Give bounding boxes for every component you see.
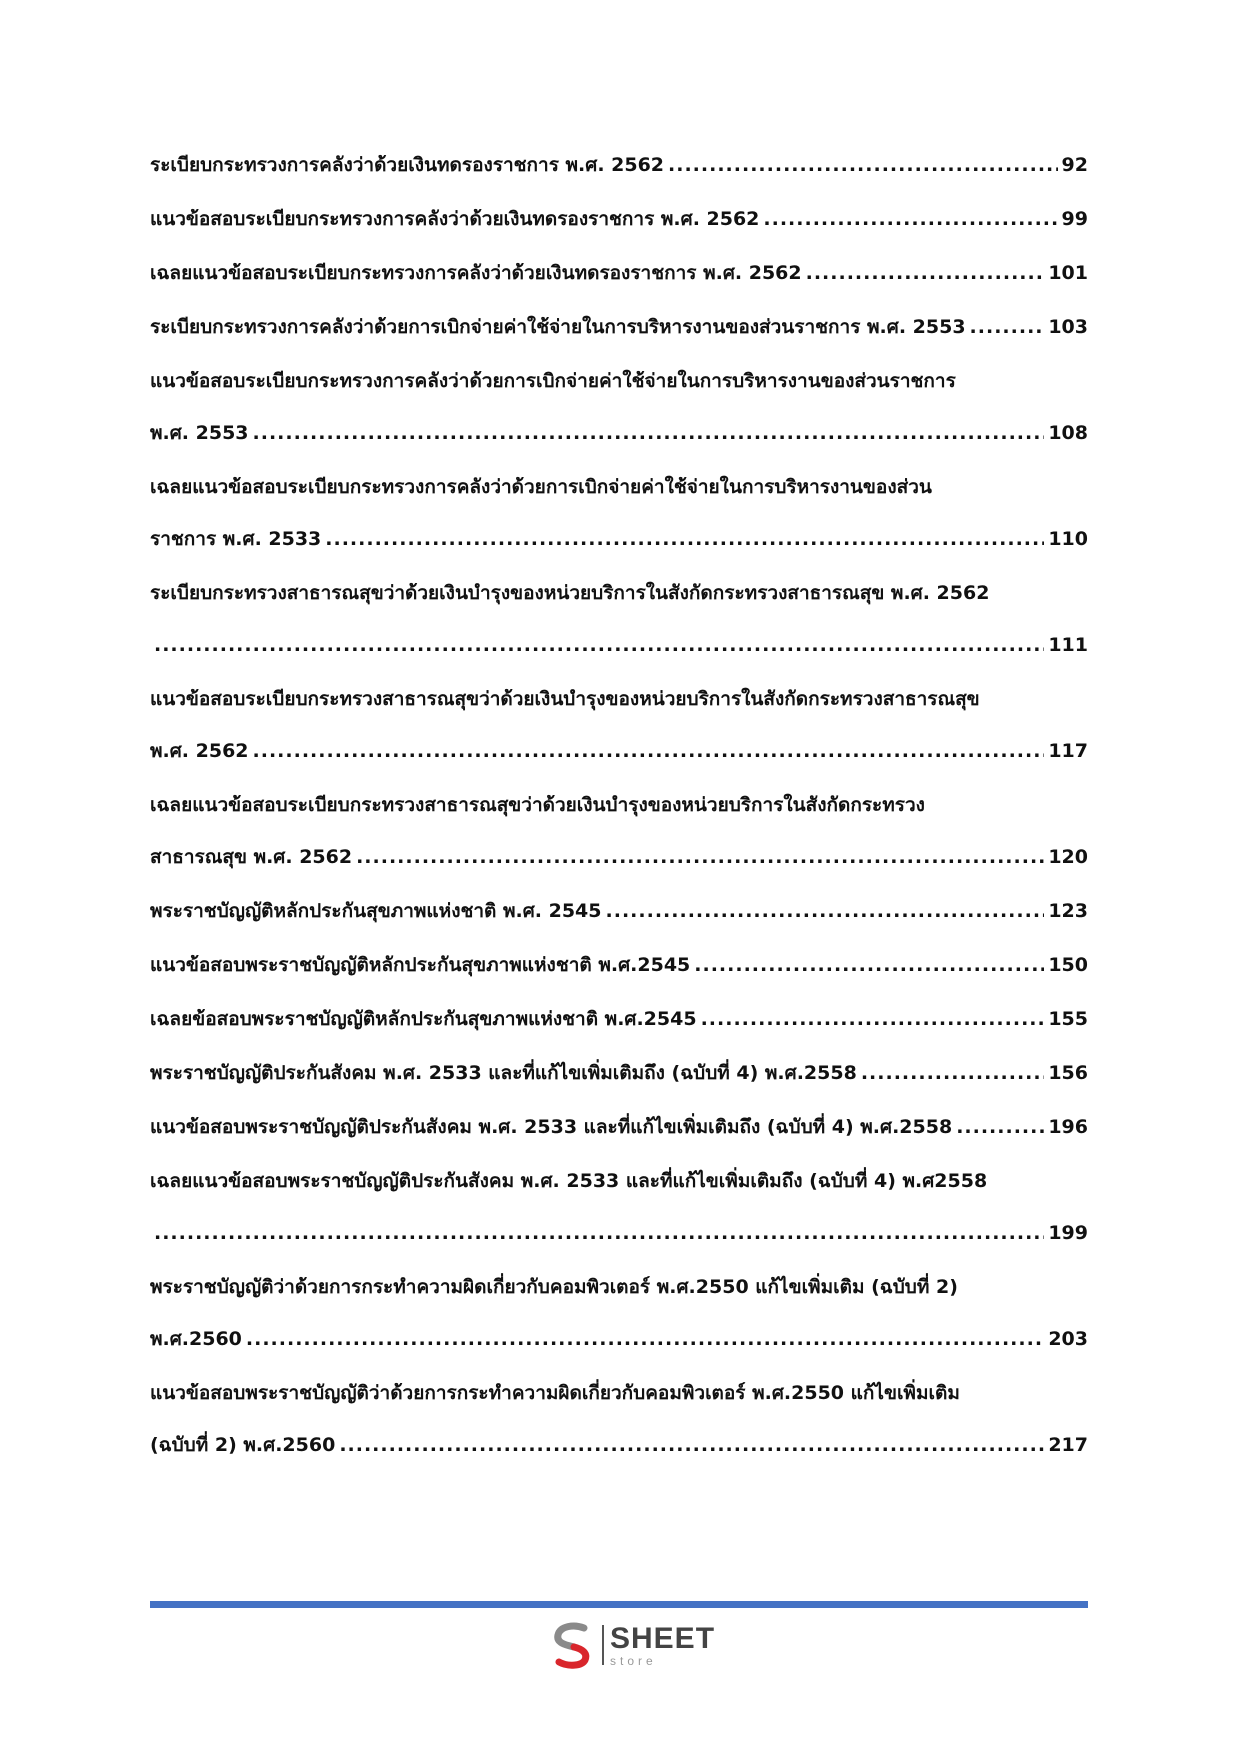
toc-leader-dots bbox=[356, 842, 1044, 872]
toc-leader-dots bbox=[701, 1004, 1045, 1034]
footer-rule bbox=[150, 1601, 1088, 1608]
toc-page-number: 156 bbox=[1048, 1062, 1088, 1084]
toc-entry[interactable] bbox=[150, 1378, 1088, 1460]
toc-entry[interactable] bbox=[150, 578, 1088, 660]
toc-entry[interactable] bbox=[150, 1166, 1088, 1248]
toc-line bbox=[150, 366, 1088, 396]
toc-page-number: 99 bbox=[1061, 208, 1088, 230]
toc-leader-dots bbox=[246, 1324, 1044, 1354]
toc-line bbox=[150, 1004, 1088, 1034]
toc-leader-dots bbox=[154, 1218, 1044, 1248]
toc-leader-dots bbox=[253, 736, 1045, 766]
toc-entry[interactable] bbox=[150, 896, 1088, 926]
toc-line bbox=[150, 204, 1088, 234]
toc-entry-title: พระราชบัญญัติหลักประกันสุขภาพแห่งชาติ พ.ศ. 2545 bbox=[150, 900, 602, 922]
toc-line bbox=[150, 1218, 1088, 1248]
toc-page-number: 92 bbox=[1061, 154, 1088, 176]
sheet-store-s-icon bbox=[548, 1620, 598, 1670]
toc-leader-dots bbox=[154, 630, 1044, 660]
toc-entry[interactable] bbox=[150, 312, 1088, 342]
logo-sheet-text: SHEET bbox=[610, 1621, 716, 1655]
toc-entry-title: แนวข้อสอบระเบียบกระทรวงการคลังว่าด้วยการเบิกจ่ายค่าใช้จ่ายในการบริหารงานของส่วนราชการ bbox=[150, 370, 956, 392]
toc-entry-title: พ.ศ. 2553 bbox=[150, 422, 249, 444]
toc-line bbox=[150, 578, 1088, 608]
toc-entry-title: ระเบียบกระทรวงสาธารณสุขว่าด้วยเงินบำรุงของหน่วยบริการในสังกัดกระทรวงสาธารณสุข พ.ศ. 2562 bbox=[150, 582, 990, 604]
logo-wordmark bbox=[610, 1621, 716, 1668]
toc-entry-title: เฉลยแนวข้อสอบพระราชบัญญัติประกันสังคม พ.ศ. 2533 และที่แก้ไขเพิ่มเติมถึง (ฉบับที่ 4) พ.ศ2558 bbox=[150, 1170, 988, 1192]
toc-line bbox=[150, 684, 1088, 714]
toc-entry-title: ระเบียบกระทรวงการคลังว่าด้วยเงินทดรองราชการ พ.ศ. 2562 bbox=[150, 154, 665, 176]
logo-separator bbox=[602, 1625, 604, 1665]
toc-entry-title: ระเบียบกระทรวงการคลังว่าด้วยการเบิกจ่ายค่าใช้จ่ายในการบริหารงานของส่วนราชการ พ.ศ. 2553 bbox=[150, 316, 966, 338]
toc-page-number: 103 bbox=[1048, 316, 1088, 338]
toc-line bbox=[150, 1324, 1088, 1354]
toc-entry-title: สาธารณสุข พ.ศ. 2562 bbox=[150, 846, 353, 868]
toc-entry[interactable] bbox=[150, 1272, 1088, 1354]
toc-entry[interactable] bbox=[150, 366, 1088, 448]
toc-line bbox=[150, 1378, 1088, 1408]
toc-entry-title: พ.ศ. 2562 bbox=[150, 740, 249, 762]
toc-line bbox=[150, 258, 1088, 288]
toc-entry-title: เฉลยแนวข้อสอบระเบียบกระทรวงการคลังว่าด้วยการเบิกจ่ายค่าใช้จ่ายในการบริหารงานของส่วน bbox=[150, 476, 932, 498]
toc-page-number: 111 bbox=[1048, 634, 1088, 656]
toc-entry-title: เฉลยแนวข้อสอบระเบียบกระทรวงการคลังว่าด้วยเงินทดรองราชการ พ.ศ. 2562 bbox=[150, 262, 802, 284]
toc-entry-title: พระราชบัญญัติว่าด้วยการกระทำความผิดเกี่ยวกับคอมพิวเตอร์ พ.ศ.2550 แก้ไขเพิ่มเติม (ฉบับที่ 2) bbox=[150, 1276, 958, 1298]
toc-page-number: 150 bbox=[1048, 954, 1088, 976]
toc-entry[interactable] bbox=[150, 1112, 1088, 1142]
toc-entry-title: แนวข้อสอบพระราชบัญญัติว่าด้วยการกระทำความผิดเกี่ยวกับคอมพิวเตอร์ พ.ศ.2550 แก้ไขเพิ่มเติม bbox=[150, 1382, 960, 1404]
toc-page-number: 203 bbox=[1048, 1328, 1088, 1350]
toc-line bbox=[150, 736, 1088, 766]
toc-entry-title: แนวข้อสอบพระราชบัญญัติหลักประกันสุขภาพแห่งชาติ พ.ศ.2545 bbox=[150, 954, 691, 976]
toc-entry[interactable] bbox=[150, 684, 1088, 766]
toc-line bbox=[150, 1272, 1088, 1302]
toc-line bbox=[150, 630, 1088, 660]
toc-page-number: 117 bbox=[1048, 740, 1088, 762]
toc-line bbox=[150, 312, 1088, 342]
toc-entry-title: เฉลยแนวข้อสอบระเบียบกระทรวงสาธารณสุขว่าด้วยเงินบำรุงของหน่วยบริการในสังกัดกระทรวง bbox=[150, 794, 925, 816]
toc-page-number: 108 bbox=[1048, 422, 1088, 444]
toc-entry[interactable] bbox=[150, 472, 1088, 554]
toc-leader-dots bbox=[806, 258, 1045, 288]
toc-page-number: 123 bbox=[1048, 900, 1088, 922]
toc-page-number: 199 bbox=[1048, 1222, 1088, 1244]
toc-leader-dots bbox=[763, 204, 1057, 234]
toc-line bbox=[150, 790, 1088, 820]
toc-entry-title: เฉลยข้อสอบพระราชบัญญัติหลักประกันสุขภาพแห่งชาติ พ.ศ.2545 bbox=[150, 1008, 697, 1030]
toc-leader-dots bbox=[668, 150, 1058, 180]
toc-entry[interactable] bbox=[150, 258, 1088, 288]
toc-leader-dots bbox=[861, 1058, 1045, 1088]
toc-leader-dots bbox=[325, 524, 1044, 554]
toc-entry[interactable] bbox=[150, 150, 1088, 180]
toc-entry-title: แนวข้อสอบระเบียบกระทรวงการคลังว่าด้วยเงินทดรองราชการ พ.ศ. 2562 bbox=[150, 208, 760, 230]
toc-line bbox=[150, 524, 1088, 554]
toc-line bbox=[150, 1112, 1088, 1142]
table-of-contents bbox=[150, 150, 1088, 1484]
sheet-store-logo bbox=[548, 1618, 715, 1672]
toc-leader-dots bbox=[606, 896, 1045, 926]
toc-line bbox=[150, 472, 1088, 502]
toc-entry-title: แนวข้อสอบพระราชบัญญัติประกันสังคม พ.ศ. 2533 และที่แก้ไขเพิ่มเติมถึง (ฉบับที่ 4) พ.ศ.2558 bbox=[150, 1116, 953, 1138]
toc-entry-title: ราชการ พ.ศ. 2533 bbox=[150, 528, 322, 550]
toc-page-number: 155 bbox=[1048, 1008, 1088, 1030]
toc-page-number: 196 bbox=[1048, 1116, 1088, 1138]
toc-line bbox=[150, 896, 1088, 926]
toc-line bbox=[150, 842, 1088, 872]
toc-page-number: 101 bbox=[1048, 262, 1088, 284]
toc-leader-dots bbox=[253, 418, 1045, 448]
toc-line bbox=[150, 1430, 1088, 1460]
toc-page-number: 217 bbox=[1048, 1434, 1088, 1456]
toc-entry-title: พระราชบัญญัติประกันสังคม พ.ศ. 2533 และที่แก้ไขเพิ่มเติมถึง (ฉบับที่ 4) พ.ศ.2558 bbox=[150, 1062, 857, 1084]
toc-entry-title: แนวข้อสอบระเบียบกระทรวงสาธารณสุขว่าด้วยเงินบำรุงของหน่วยบริการในสังกัดกระทรวงสาธารณสุข bbox=[150, 688, 980, 710]
toc-line bbox=[150, 1058, 1088, 1088]
toc-entry[interactable] bbox=[150, 1058, 1088, 1088]
toc-page-number: 120 bbox=[1048, 846, 1088, 868]
toc-entry[interactable] bbox=[150, 1004, 1088, 1034]
toc-leader-dots bbox=[970, 312, 1045, 342]
toc-entry[interactable] bbox=[150, 204, 1088, 234]
toc-entry-title: พ.ศ.2560 bbox=[150, 1328, 242, 1350]
toc-line bbox=[150, 150, 1088, 180]
toc-leader-dots bbox=[956, 1112, 1044, 1142]
toc-line bbox=[150, 1166, 1088, 1196]
logo-store-text: store bbox=[610, 1653, 657, 1668]
toc-page-number: 110 bbox=[1048, 528, 1088, 550]
toc-line bbox=[150, 950, 1088, 980]
toc-leader-dots bbox=[694, 950, 1044, 980]
toc-entry[interactable] bbox=[150, 790, 1088, 872]
toc-entry[interactable] bbox=[150, 950, 1088, 980]
toc-leader-dots bbox=[339, 1430, 1044, 1460]
toc-line bbox=[150, 418, 1088, 448]
toc-entry-title: (ฉบับที่ 2) พ.ศ.2560 bbox=[150, 1434, 336, 1456]
